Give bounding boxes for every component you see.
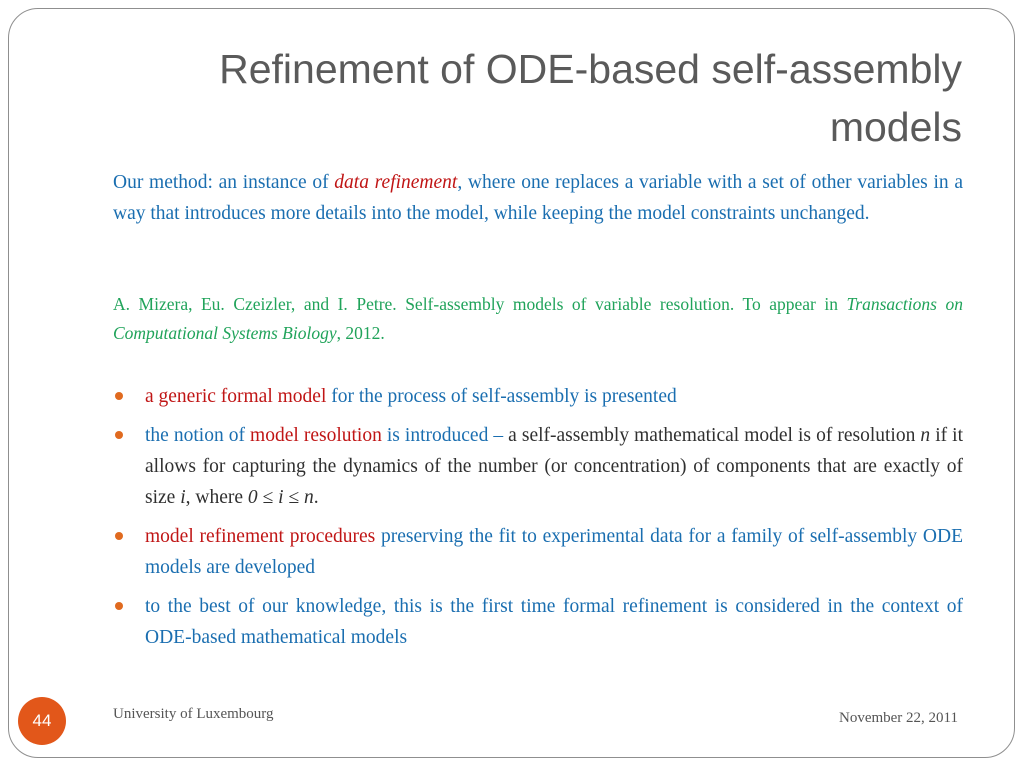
- footer-date: November 22, 2011: [838, 710, 958, 726]
- bullet-1-blue: for the process of self-assembly is presented: [326, 386, 677, 407]
- intro-text-1: Our method: an instance of: [113, 172, 335, 193]
- bullet-3-red: model refinement procedures: [145, 526, 376, 547]
- bullet-dot-icon: [115, 431, 123, 439]
- bullet-dot-icon: [115, 602, 123, 610]
- intro-text-2: , where one replaces a variable with a set of other variables in a way that introduces more details into the model, while keeping the model constraints unchanged.: [113, 172, 963, 224]
- reference-authors: A. Mizera, Eu. Czeizler, and I. Petre. Self-assembly models of variable resolution. To appear in: [113, 294, 847, 314]
- bullet-item: [113, 420, 963, 513]
- bullet-2-var-n: n: [920, 425, 931, 446]
- bullet-dot-icon: [115, 532, 123, 540]
- bullet-2-dark-2: if it allows for capturing the dynamics of the number (or concentration) of components that are exactly of size: [145, 425, 963, 508]
- bullet-2-dark-1: a self-assembly mathematical model is of resolution: [508, 425, 921, 446]
- bullet-4-blue: to the best of our knowledge, this is the first time formal refinement is considered in the context of ODE-based mathematical models: [145, 596, 963, 648]
- bullet-2-dark-3: , where: [185, 487, 248, 508]
- bullet-dot-icon: [115, 392, 123, 400]
- page-number-badge: 44: [18, 697, 66, 745]
- bullet-2-red: model resolution: [250, 425, 382, 446]
- slide-title: Refinement of ODE-based self-assembly models: [219, 46, 962, 150]
- bullet-1-red: a generic formal model: [145, 386, 327, 407]
- bullet-item: [113, 591, 963, 653]
- bullet-2-math: 0 ≤ i ≤ n: [247, 487, 314, 508]
- intro-highlight: data refinement: [334, 172, 458, 193]
- bullet-2-var-i: i: [180, 487, 186, 508]
- reference-year: , 2012.: [336, 323, 385, 343]
- intro-paragraph: [113, 167, 963, 229]
- bullet-2-blue-1: the notion of: [145, 425, 251, 446]
- footer-institution: University of Luxembourg: [113, 706, 274, 722]
- bullet-item: [113, 381, 963, 412]
- reference-journal: Transactions on Computational Systems Biology: [113, 294, 963, 343]
- reference-citation: [113, 290, 963, 348]
- bullet-list: [113, 381, 963, 661]
- bullet-2-blue-2: is introduced –: [381, 425, 509, 446]
- bullet-2-dark-4: .: [313, 487, 319, 508]
- bullet-item: [113, 521, 963, 583]
- bullet-3-blue: preserving the fit to experimental data for a family of self-assembly ODE models are developed: [145, 526, 963, 578]
